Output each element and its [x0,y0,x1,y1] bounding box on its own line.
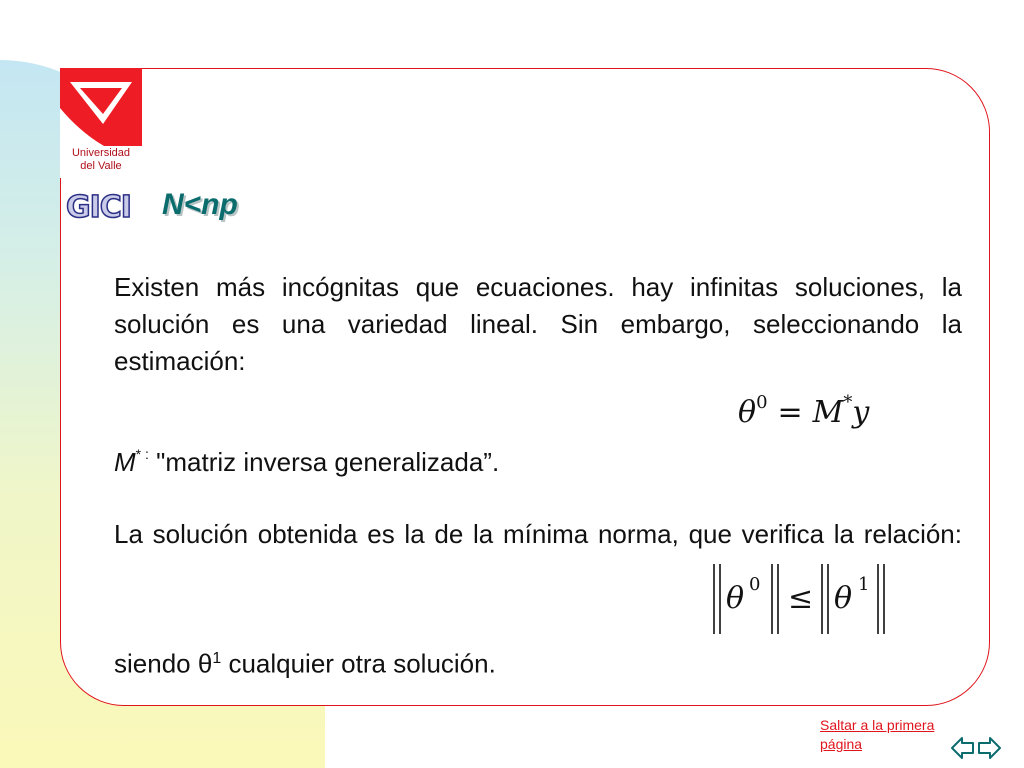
logo-caption-line1: Universidad [71,147,131,159]
eq2-left-sup: 0 [749,574,761,595]
eq1-op: = [777,395,803,430]
eq1-lhs-sup: 0 [756,392,768,413]
eq1-rhs-tail: y [852,395,870,430]
equation-estimate [738,392,869,442]
theta-sup: 1 [212,650,222,667]
slide-heading: N<np [162,188,238,221]
theta-symbol: θ [197,648,213,679]
eq2-right-sup: 1 [858,574,870,595]
equation-norm-inequality [706,560,896,640]
paragraph4-pre: siendo [114,648,198,679]
eq1-rhs-sup: * [843,392,853,413]
paragraph-intro: Existen más incógnitas que ecuaciones. hay infinitas soluciones, la solución es una variedad lineal. Sin embargo, seleccionando la estimación: [114,272,962,376]
logo-caption [60,147,142,173]
university-logo-icon [60,68,142,146]
eq2-left: θ [726,581,745,616]
matrix-description: "matriz inversa generalizada”. [156,447,500,477]
paragraph-matrix [114,436,962,481]
skip-link-line1: Saltar a la primera [820,717,935,733]
logo-caption-line2: del Valle [80,160,122,172]
skip-link-line2: página [820,736,863,752]
paragraph-solution: La solución obtenida es la de la mínima norma, que verifica la relación: [114,519,962,549]
eq2-op: ≤ [788,581,814,616]
university-logo [60,68,142,178]
eq1-lhs: θ [738,395,757,430]
matrix-symbol-sup: * : [135,446,149,462]
eq2-right: θ [834,581,853,616]
matrix-symbol: M [114,447,136,477]
navigation-arrows-icon[interactable] [950,733,1002,763]
skip-to-first-page-link[interactable] [820,716,934,754]
paragraph4-post: cualquier otra solución. [221,648,496,679]
gici-logo-text: GICI [66,190,131,225]
paragraph-other-solution [114,640,962,683]
eq1-rhs-var: M [812,395,844,430]
